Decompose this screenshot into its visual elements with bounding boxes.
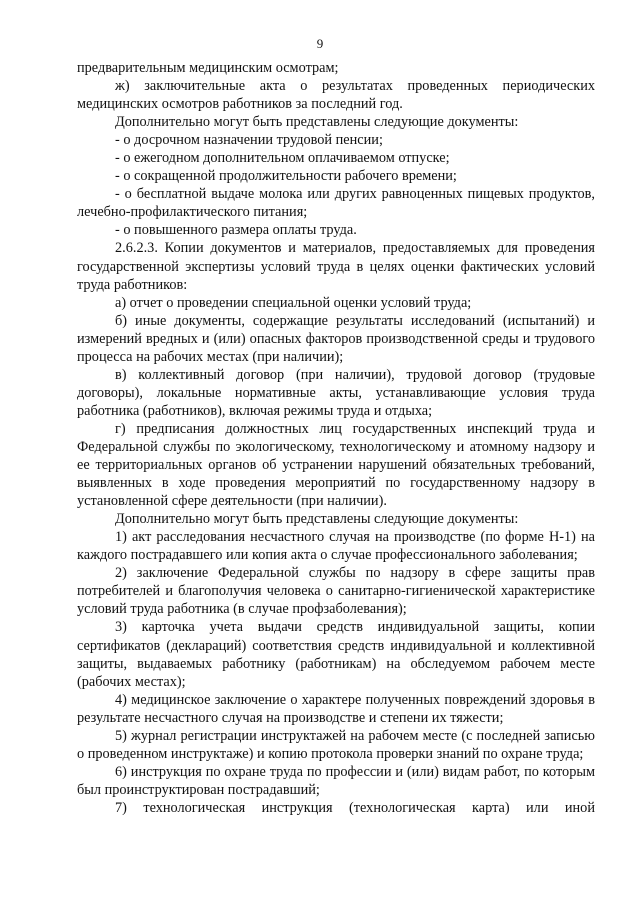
paragraph: - о сокращенной продолжительности рабочего времени; <box>115 168 457 185</box>
paragraph: 6) инструкция по охране труда по профессии и (или) видам работ, по которым был проинструктирован пострадавший; <box>77 763 595 798</box>
paragraph: ж) заключительные акта о результатах проведенных периодических медицинских осмотров работников за последний год. <box>77 78 595 113</box>
paragraph: предварительным медицинским осмотрам; <box>77 60 339 76</box>
paragraph: - о ежегодном дополнительном оплачиваемом отпуске; <box>115 150 450 167</box>
paragraph: Дополнительно могут быть представлены следующие документы: <box>115 114 519 131</box>
paragraph: 7) технологическая инструкция (технологическая карта) или иной <box>115 799 595 816</box>
paragraph: - о досрочном назначении трудовой пенсии; <box>115 132 383 149</box>
paragraph: 3) карточка учета выдачи средств индивидуальной защиты, копии сертификатов (деклараций) соответствия средств индивидуальной и коллективной защиты, выдаваемых работнику (работникам) на обследуемом рабочем месте (рабочих местах); <box>77 619 595 690</box>
paragraph: г) предписания должностных лиц государственных инспекций труда и Федеральной службы по экологическому, технологическому и атомному надзору и ее территориальных органов об устранении нарушений обязательных требований, выявленных в ходе проведения мероприятий по государственному надзору в установленной сфере деятельности (при наличии). <box>77 420 595 510</box>
paragraph: а) отчет о проведении специальной оценки условий труда; <box>115 294 472 311</box>
paragraph: - о бесплатной выдаче молока или других равноценных пищевых продуктов, лечебно-профилактического питания; <box>77 186 595 221</box>
document-body <box>77 59 595 817</box>
paragraph: 1) акт расследования несчастного случая на производстве (по форме Н-1) на каждого пострадавшего или копия акта о случае профессионального заболевания; <box>77 529 595 564</box>
paragraph: 4) медицинское заключение о характере полученных повреждений здоровья в результате несчастного случая на производстве и степени их тяжести; <box>77 691 595 726</box>
paragraph: 5) журнал регистрации инструктажей на рабочем месте (с последней записью о проведенном инструктаже) и копию протокола проверки знаний по охране труда; <box>77 727 595 762</box>
page-number: 9 <box>316 36 324 51</box>
paragraph: 2) заключение Федеральной службы по надзору в сфере защиты прав потребителей и благополучия человека о санитарно-гигиенической характеристике условий труда работника (в случае профзаболевания); <box>77 565 595 618</box>
paragraph: в) коллективный договор (при наличии), трудовой договор (трудовые договоры), локальные нормативные акты, устанавливающие условия труда работника (работников), включая режимы труда и отдыха; <box>77 366 595 419</box>
paragraph: б) иные документы, содержащие результаты исследований (испытаний) и измерений вредных и (или) опасных факторов производственной среды и трудового процесса на рабочих местах (при наличии); <box>77 312 595 365</box>
paragraph: - о повышенного размера оплаты труда. <box>115 222 357 239</box>
paragraph: 2.6.2.3. Копии документов и материалов, предоставляемых для проведения государственной экспертизы условий труда в целях оценки фактических условий труда работников: <box>77 240 595 293</box>
paragraph: Дополнительно могут быть представлены следующие документы: <box>115 511 519 528</box>
